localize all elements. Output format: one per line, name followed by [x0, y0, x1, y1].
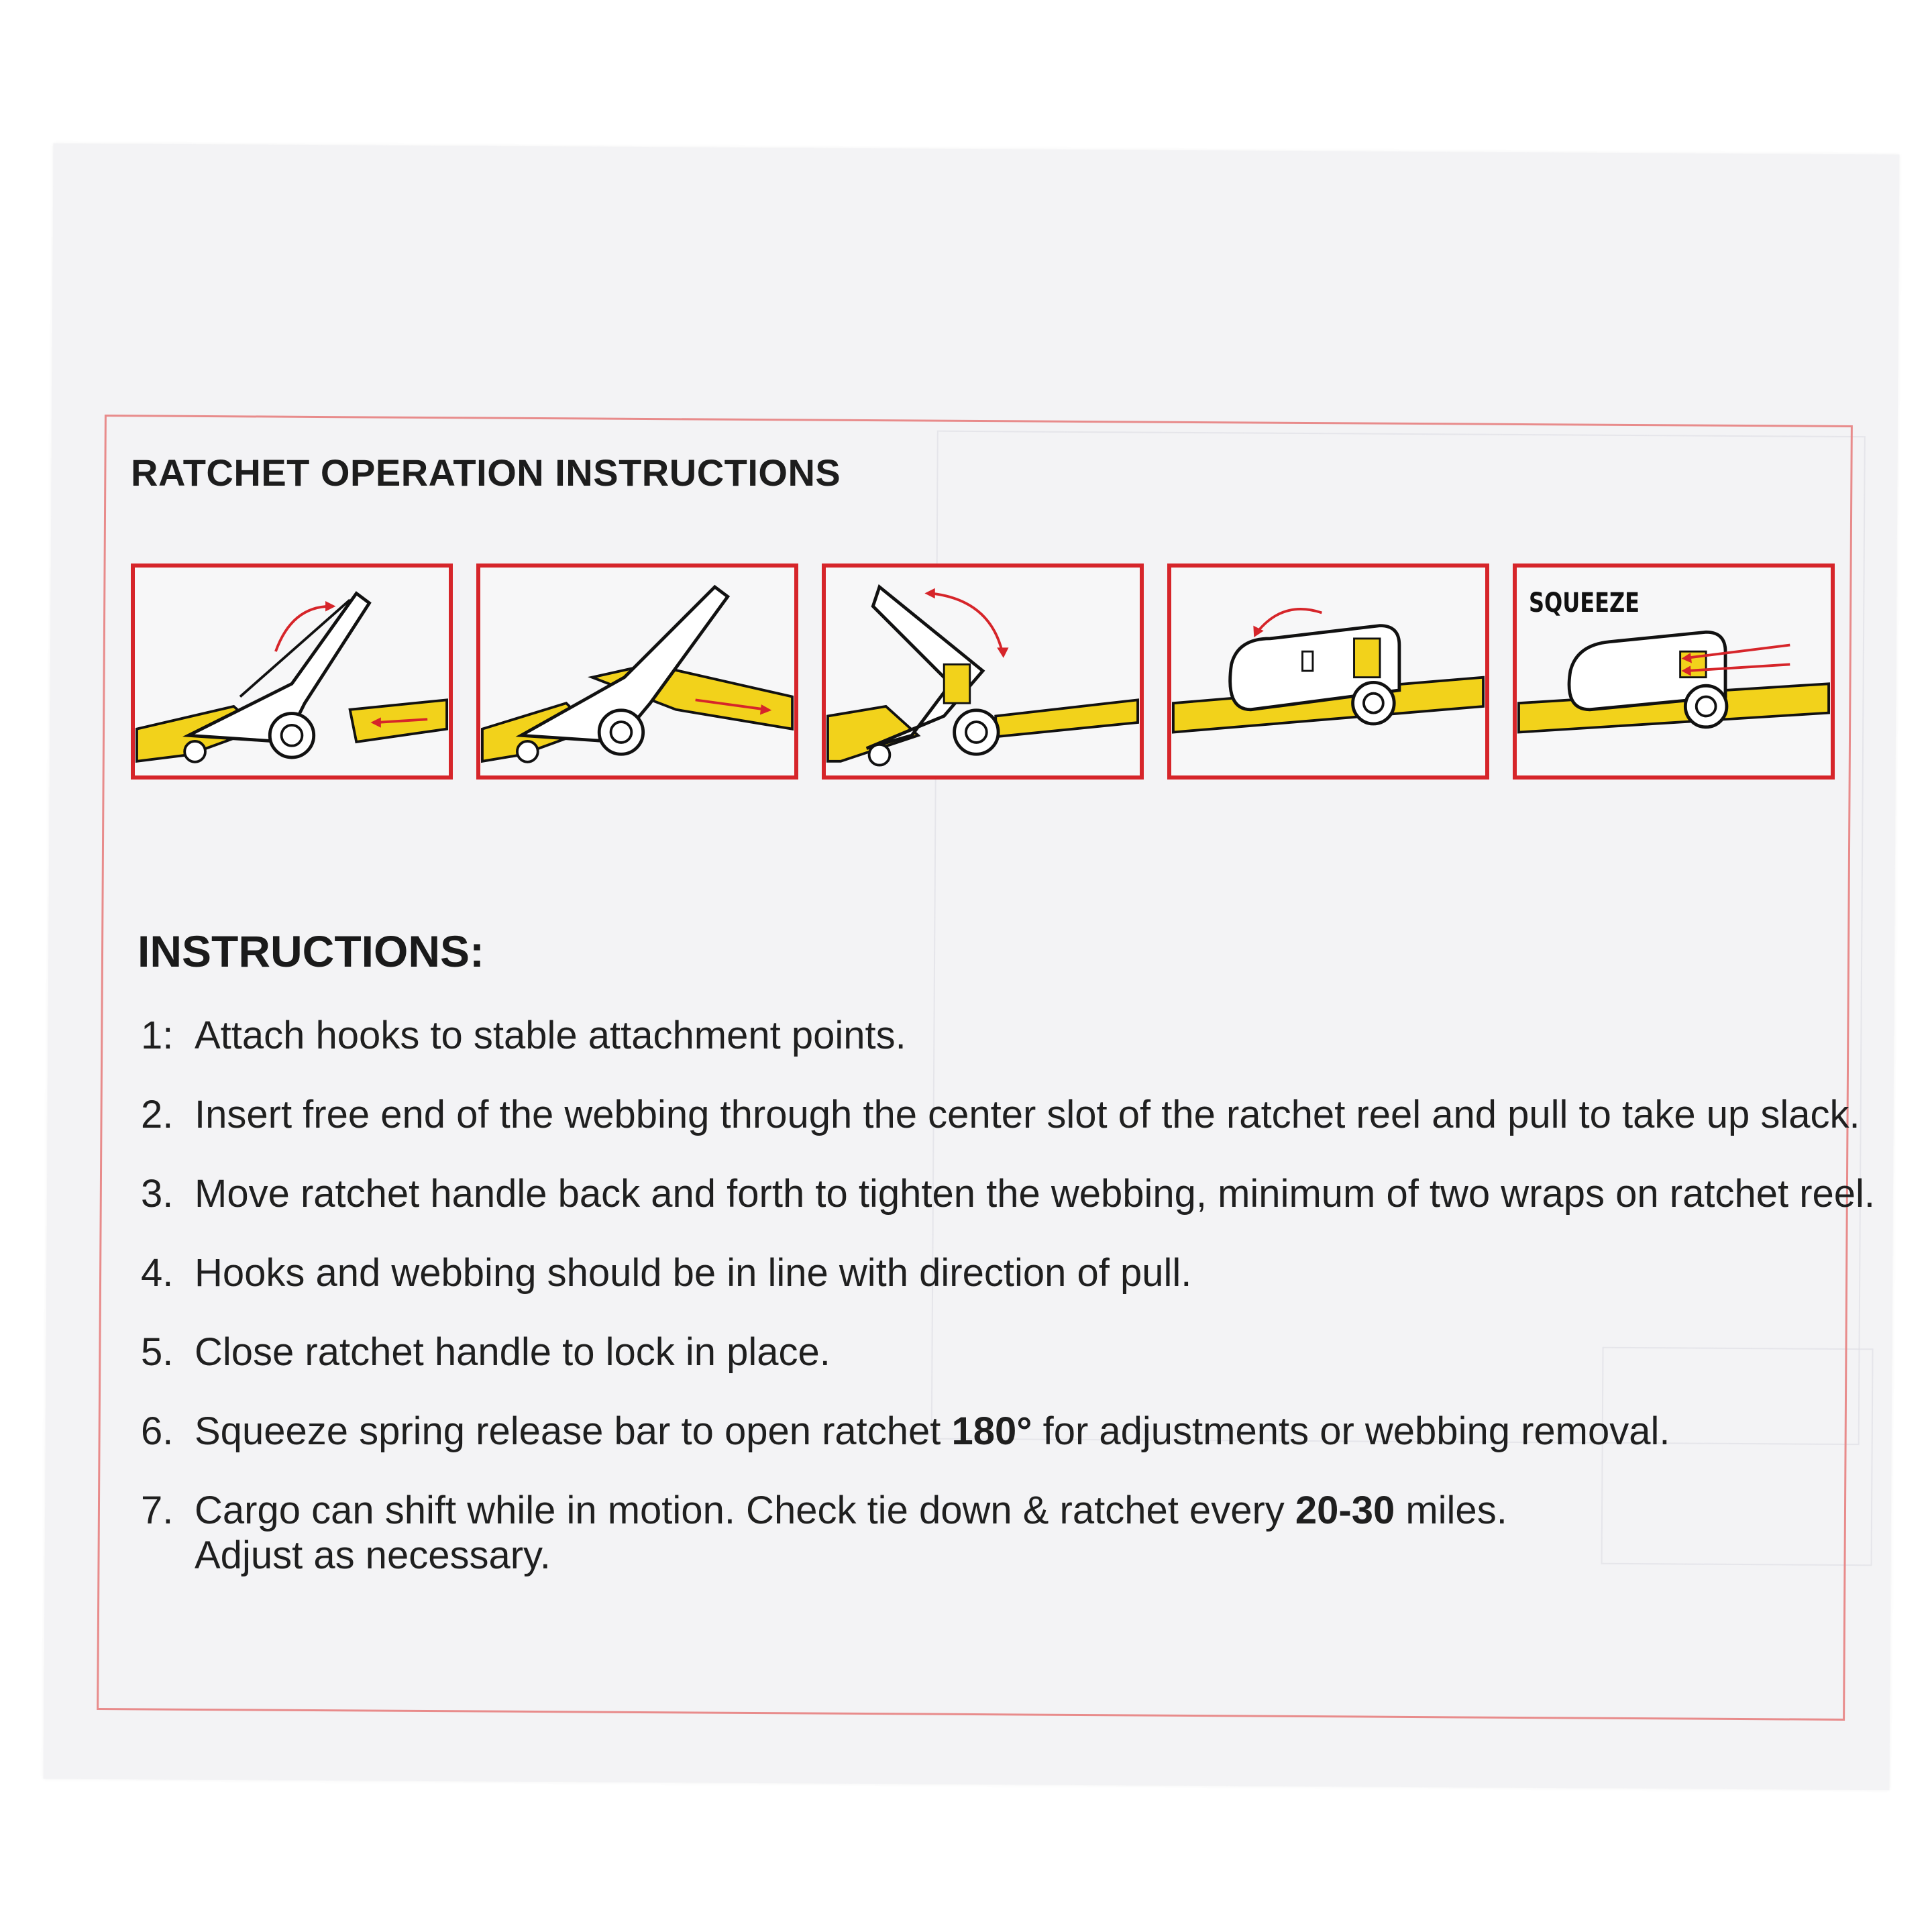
step-emphasis: 20-30: [1295, 1489, 1395, 1532]
steps-list: [141, 1013, 1876, 1602]
step-number: 6.: [141, 1409, 174, 1453]
step-2: [141, 1092, 1858, 1171]
step-text-part: for adjustments or webbing removal.: [1032, 1409, 1670, 1453]
step-text-line2: Adjust as necessary.: [195, 1534, 551, 1577]
step-text-part: Squeeze spring release bar to open ratchet: [195, 1409, 952, 1453]
step-3: [141, 1171, 1876, 1250]
step-6: [141, 1409, 1858, 1488]
step-number: 5.: [141, 1330, 174, 1374]
diagram-panel-3: [822, 564, 1144, 780]
step-1: [141, 1013, 1858, 1092]
ratchet-open-illustration: [135, 568, 449, 775]
step-emphasis: 180°: [951, 1409, 1032, 1453]
step-text: Hooks and webbing should be in line with direction of pull.: [195, 1251, 1192, 1295]
step-text: [195, 1488, 1507, 1578]
step-7: [141, 1488, 1858, 1602]
diagram-panel-5: [1513, 564, 1835, 780]
ratchet-tighten-illustration: [826, 568, 1140, 775]
step-5: [141, 1330, 1858, 1409]
squeeze-label: SQUEEZE: [1529, 588, 1640, 619]
step-number: 1:: [141, 1014, 174, 1057]
step-text: [195, 1409, 1670, 1454]
step-4: [141, 1250, 1858, 1330]
step-text-part: Cargo can shift while in motion. Check tie down & ratchet every: [195, 1489, 1295, 1532]
diagram-panel-1: [131, 564, 453, 780]
page-title: RATCHET OPERATION INSTRUCTIONS: [131, 451, 841, 494]
instructions-heading: INSTRUCTIONS:: [138, 926, 484, 976]
step-number: 3.: [141, 1172, 174, 1216]
ratchet-closed-illustration: [1171, 568, 1485, 775]
step-text: Close ratchet handle to lock in place.: [195, 1330, 830, 1374]
diagram-panel-4: [1167, 564, 1489, 780]
step-text: Attach hooks to stable attachment points.: [195, 1014, 906, 1057]
step-text-part: miles.: [1395, 1489, 1507, 1532]
step-text: Move ratchet handle back and forth to tighten the webbing, minimum of two wraps on ratchet reel.: [195, 1172, 1876, 1216]
diagram-panel-2: [476, 564, 798, 780]
step-number: 4.: [141, 1251, 174, 1295]
step-number: 2.: [141, 1093, 174, 1136]
step-text: Insert free end of the webbing through the center slot of the ratchet reel and pull to take up slack.: [195, 1093, 1860, 1136]
step-number: 7.: [141, 1489, 174, 1532]
webbing-insert-illustration: [480, 568, 794, 775]
